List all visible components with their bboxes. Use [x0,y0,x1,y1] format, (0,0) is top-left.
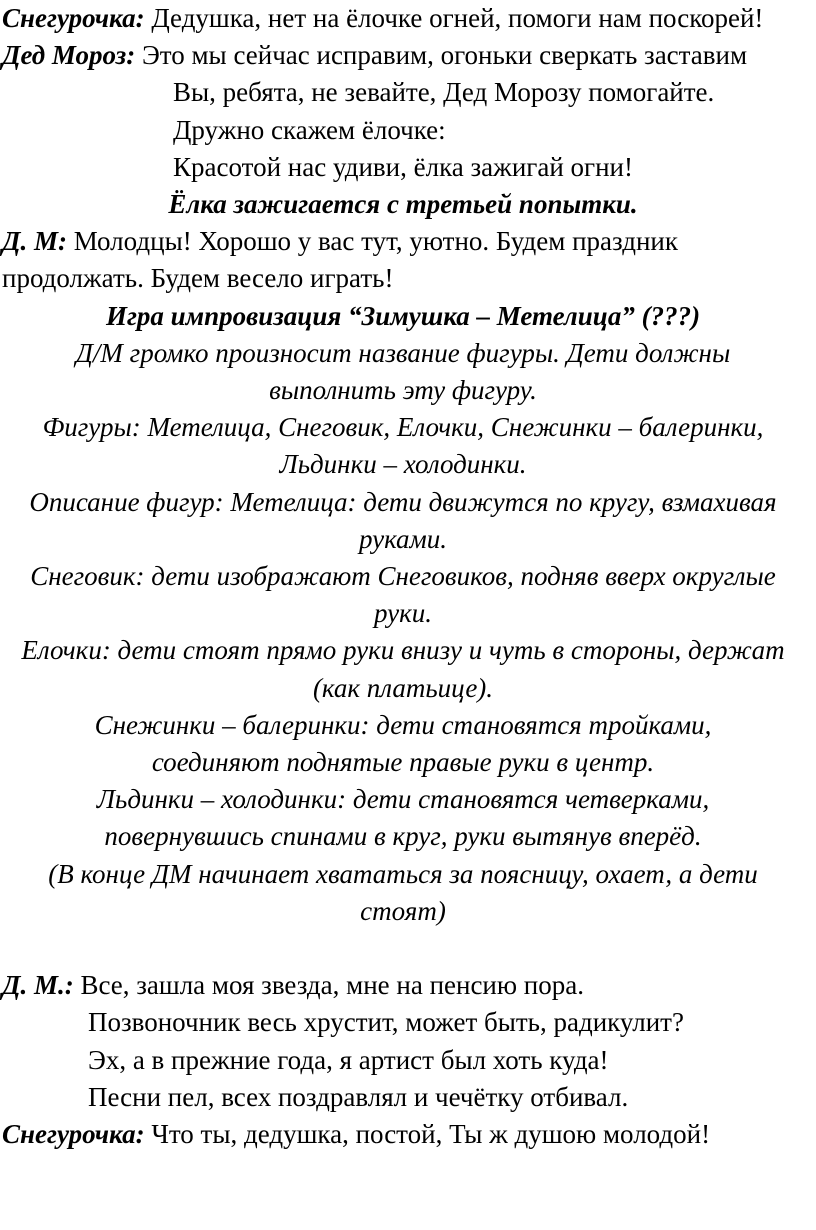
speaker-label: Снегурочка: [2,3,145,33]
verse-line: Вы, ребята, не зевайте, Дед Морозу помогайте. [173,77,715,108]
dialogue-text: Молодцы! Хорошо у вас тут, уютно. Будем праздник продолжать. Будем весело играть! [2,226,678,294]
verse-line: Позвоночник весь хрустит, может быть, радикулит? [88,1007,684,1038]
figure-description-elochki: Елочки: дети стоят прямо руки внизу и чуть в стороны, держат (как платьице). [21,635,785,703]
dialogue-ded-moroz-2 [0,223,806,297]
speaker-label: Д. М: [2,226,67,257]
dialogue-snegurochka-1 [0,0,806,37]
dialogue-ded-moroz-3 [0,967,806,1004]
dialogue-text: Что ты, дедушка, постой, Ты ж душою молодой! [144,1119,711,1150]
speaker-label: Снегурочка: [2,1119,145,1150]
verse-line: Песни пел, всех поздравлял и чечётку отбивал. [88,1081,629,1112]
game-instruction: Д/М громко произносит название фигуры. Дети должны выполнить эту фигуру. [75,337,731,406]
blank-line [0,930,806,967]
verse-line: Эх, а в прежние года, я артист был хоть куда! [88,1044,609,1075]
dialogue-text: Это мы сейчас исправим, огоньки сверкать заставим [135,40,748,71]
dialogue-ded-moroz-1 [0,37,806,74]
verse-line: Дружно скажем ёлочке: [173,114,446,145]
figure-description-metelitsa: Описание фигур: Метелица: дети движутся по кругу, взмахивая руками. [29,486,777,554]
speaker-label: Дед Мороз: [2,40,136,71]
figure-description-ldinki: Льдинки – холодинки: дети становятся четверками, повернувшись спинами в круг, руки вытянув вперёд. [96,784,710,852]
figure-description-snegovik: Снеговик: дети изображают Снеговиков, подняв вверх округлые руки. [30,561,776,629]
dialogue-snegurochka-2 [0,1116,806,1153]
game-figures: Фигуры: Метелица, Снеговик, Елочки, Снежинки – балеринки, Льдинки – холодинки. [42,412,764,480]
stage-direction: Ёлка зажигается с третьей попытки. [168,189,638,220]
speaker-label: Д. М.: [2,970,74,1001]
stage-direction-end-game: (В конце ДМ начинает хвататься за поясницу, охает, а дети стоят) [48,858,758,926]
dialogue-text: Все, зашла моя звезда, мне на пенсию пора. [73,970,584,1001]
dialogue-text: Дедушка, нет на ёлочке огней, помоги нам поскорей! [144,3,764,33]
figure-description-snezhinki: Снежинки – балеринки: дети становятся тройками, соединяют поднятые правые руки в центр. [94,709,712,778]
game-title: Игра импровизация “Зимушка – Метелица” (???) [105,300,701,331]
verse-line: Красотой нас удиви, ёлка зажигай огни! [173,151,633,182]
